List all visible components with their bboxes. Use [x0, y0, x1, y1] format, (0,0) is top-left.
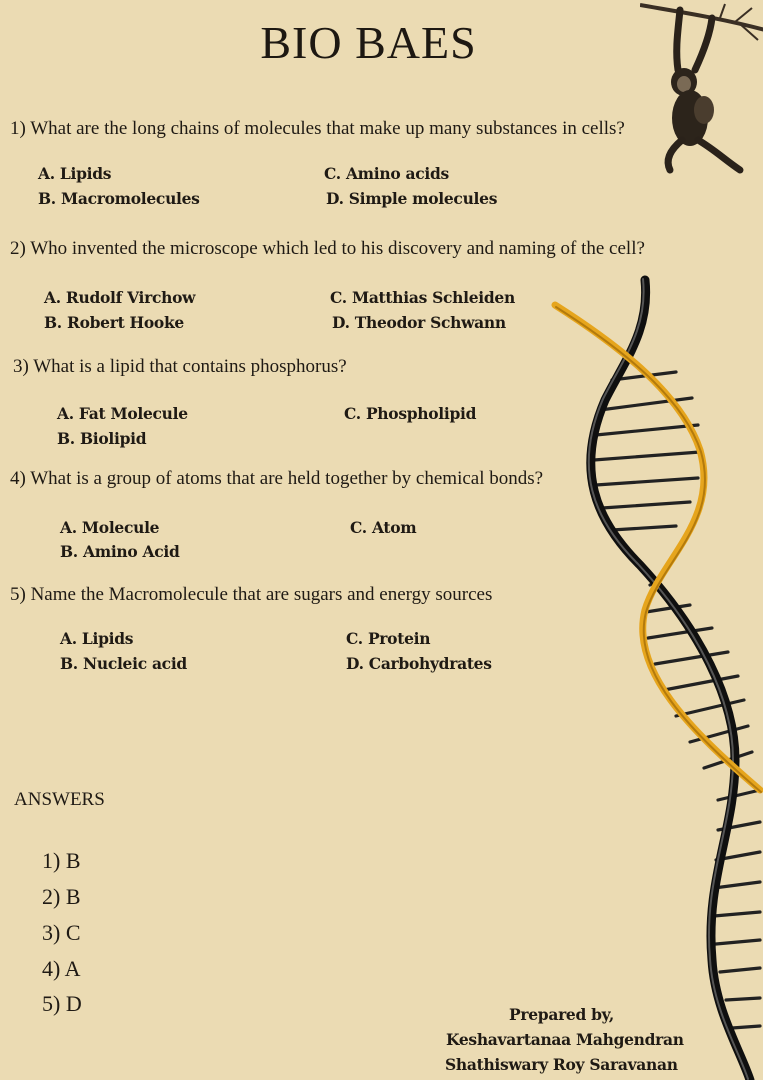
question-3: 3) What is a lipid that contains phosphorus?	[13, 356, 347, 377]
question-1-option-b[interactable]: B. Macromolecules	[38, 189, 200, 208]
dna-rung	[664, 676, 738, 690]
question-4-option-a[interactable]: A. Molecule	[60, 518, 160, 537]
dna-rung	[594, 452, 700, 460]
prepared-by-label: Prepared by,	[509, 1005, 614, 1024]
dna-rung	[732, 1026, 760, 1028]
question-1-option-d[interactable]: D. Simple molecules	[326, 189, 498, 208]
question-2-option-b[interactable]: B. Robert Hooke	[44, 313, 184, 332]
dna-rung	[716, 940, 760, 944]
answers-heading: ANSWERS	[14, 789, 105, 810]
question-2-option-d[interactable]: D. Theodor Schwann	[332, 313, 506, 332]
dna-rung	[714, 912, 760, 916]
question-3-option-c[interactable]: C. Phospholipid	[344, 404, 477, 423]
question-4: 4) What is a group of atoms that are held together by chemical bonds?	[10, 468, 544, 489]
question-2: 2) Who invented the microscope which led to his discovery and naming of the cell?	[10, 238, 645, 259]
question-5-option-d[interactable]: D. Carbohydrates	[346, 654, 492, 673]
question-5-option-a[interactable]: A. Lipids	[60, 629, 134, 648]
question-3-option-b[interactable]: B. Biolipid	[57, 429, 147, 448]
question-1-option-c[interactable]: C. Amino acids	[324, 164, 449, 183]
question-3-option-a[interactable]: A. Fat Molecule	[57, 404, 188, 423]
author-name-2: Shathiswary Roy Saravanan	[445, 1055, 678, 1074]
dna-rung	[676, 700, 744, 716]
answer-2: 2) B	[42, 884, 81, 909]
answer-1: 1) B	[42, 848, 81, 873]
answer-4: 4) A	[42, 956, 81, 981]
question-5: 5) Name the Macromolecule that are sugars and energy sources	[10, 584, 493, 605]
question-1: 1) What are the long chains of molecules that make up many substances in cells?	[10, 118, 625, 139]
dna-rung	[596, 478, 698, 485]
dna-rung	[655, 652, 728, 664]
author-name-1: Keshavartanaa Mahgendran	[446, 1030, 684, 1049]
question-5-option-c[interactable]: C. Protein	[346, 629, 431, 648]
question-4-option-c[interactable]: C. Atom	[350, 518, 417, 537]
dna-rung	[596, 425, 698, 435]
question-4-option-b[interactable]: B. Amino Acid	[60, 542, 180, 561]
question-2-option-c[interactable]: C. Matthias Schleiden	[330, 288, 515, 307]
dna-rung	[612, 526, 676, 530]
dna-rung	[646, 605, 690, 612]
page-title: BIO BAES	[260, 17, 477, 68]
dna-rung	[648, 628, 712, 638]
dna-rung	[720, 968, 760, 972]
answer-3: 3) C	[42, 920, 81, 945]
question-5-option-b[interactable]: B. Nucleic acid	[60, 654, 187, 673]
dna-rung	[726, 998, 760, 1000]
question-2-option-a[interactable]: A. Rudolf Virchow	[44, 288, 196, 307]
answer-5: 5) D	[42, 991, 82, 1016]
dna-rung	[718, 790, 760, 800]
dna-rung	[714, 882, 760, 888]
dna-rung	[602, 502, 690, 508]
question-1-option-a[interactable]: A. Lipids	[38, 164, 112, 183]
